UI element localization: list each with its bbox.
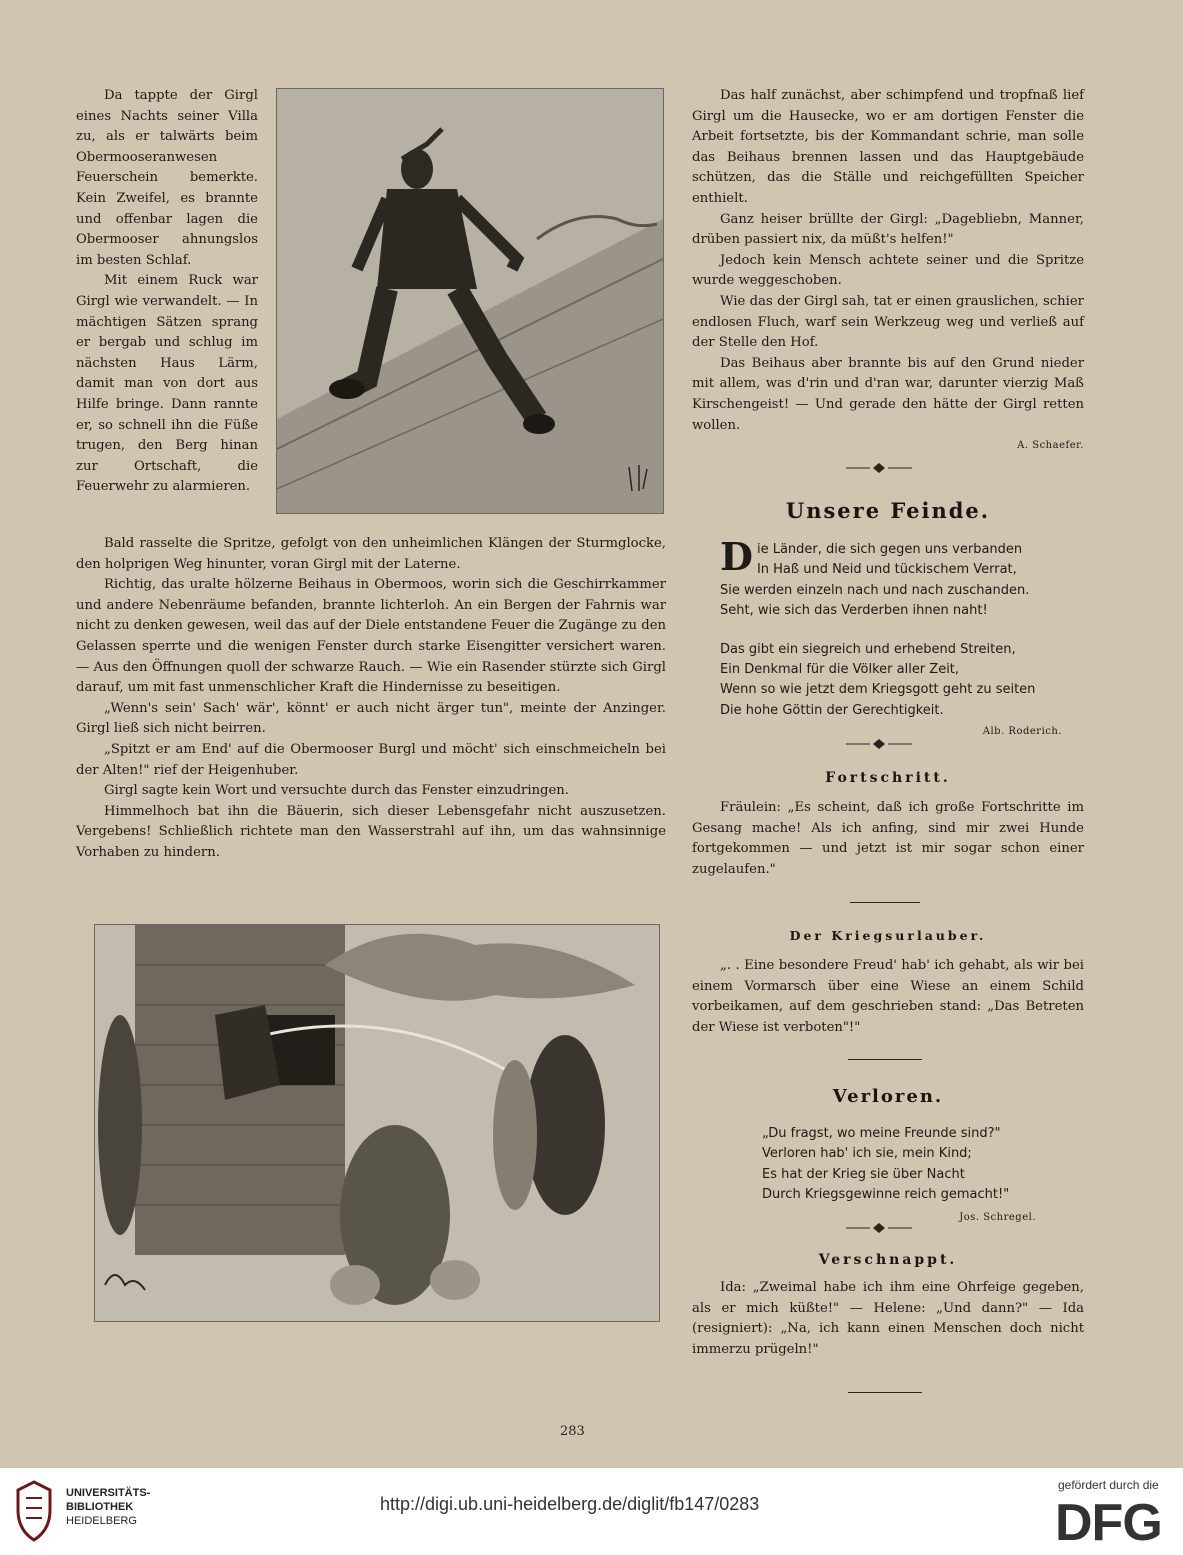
right-story-text: [692, 86, 1084, 457]
poem-line: Ein Denkmal für die Völker aller Zeit,: [720, 662, 960, 678]
fire-scene-drawing: [95, 925, 659, 1321]
divider-rule: [850, 902, 920, 903]
joke-title-fortschritt: Fortschritt.: [825, 770, 951, 786]
paragraph: „Wenn's sein' Sach' wär', könnt' er auch nicht ärger tun", meinte der Anzinger. Girgl ließ sich nicht beirren.: [76, 700, 666, 737]
joke-title-verschnappt: Verschnappt.: [818, 1252, 958, 1268]
joke-text: Ida: „Zweimal habe ich ihm eine Ohrfeige gegeben, als er mich küßte!" — Helene: „Und dann?" — Ida (resigniert): „Na, ich kann einen Menschen doch nicht immerzu prügeln!": [692, 1280, 1084, 1357]
divider-rule: [848, 1392, 922, 1393]
paragraph: Richtig, das uralte hölzerne Beihaus in Obermoos, worin sich die Geschirrkammer und andere Nebenräume befanden, brannte lichterloh. An ein Bergen der Fahrnis war nicht zu denken gewesen, weil das auf der Diele entstandene Feuer die Zugänge zu den Gelassen sperrte und die wenigen Fenster durch starke Eisengitter versichert waren. — Aus den Öffnungen quoll der schwarze Rauch. — Wie ein Rasender stürzte sich Girgl darauf, um mit fast unmenschlicher Kraft die Hindernisse zu beseitigen.: [76, 577, 666, 696]
paragraph: Girgl sagte kein Wort und versuchte durch das Fenster einzudringen.: [104, 783, 569, 799]
page-number: 283: [560, 1424, 585, 1439]
poem-line: „Du fragst, wo meine Freunde sind?": [762, 1126, 1001, 1141]
ornament-divider: [846, 738, 912, 750]
poem-line: In Haß und Neid und tückischem Verrat,: [756, 562, 1017, 578]
poem-line: Seht, wie sich das Verderben ihnen naht!: [720, 603, 988, 619]
poem-verloren: [762, 1124, 1082, 1206]
joke-kriegsurlauber: [692, 956, 1084, 1038]
poem-line: Durch Kriegsgewinne reich gemacht!": [762, 1187, 1010, 1203]
paragraph: Wie das der Girgl sah, tat er einen grauslichen, schier endlosen Fluch, warf sein Werkzeug weg und verließ auf der Stelle den Hof.: [692, 293, 1084, 351]
illustration-fire-scene: [94, 924, 660, 1322]
ornament-divider: [846, 1222, 912, 1234]
illustration-running-man: [276, 88, 664, 514]
dfg-logo: DFG: [1055, 1494, 1162, 1552]
poem-line: ie Länder, die sich gegen uns verbanden: [756, 542, 1023, 557]
dropcap: D: [720, 534, 753, 579]
left-full-text: [76, 534, 666, 864]
poem-author: Alb. Roderich.: [982, 726, 1062, 737]
paragraph: „Spitzt er am End' auf die Obermooser Burgl und möcht' sich einschmeicheln bei der Alten!" rief der Heigenhuber.: [76, 741, 666, 778]
poem-line: Verloren hab' ich sie, mein Kind;: [762, 1146, 972, 1162]
left-wrap-text: [76, 86, 258, 498]
running-man-drawing: [277, 89, 663, 513]
joke-text: Fräulein: „Es scheint, daß ich große Fortschritte im Gesang mache! Als ich anfing, sind mir zwei Hunde fortgekommen — und jetzt ist mir sogar schon einer zugelaufen.": [692, 800, 1084, 877]
library-name-line2: BIBLIOTHEK: [66, 1501, 134, 1513]
paragraph: Jedoch kein Mensch achtete seiner und die Spritze wurde weggeschoben.: [692, 252, 1084, 289]
story-author: A. Schaefer.: [1017, 440, 1084, 452]
paragraph: Da tappte der Girgl eines Nachts seiner Villa zu, als er talwärts beim Obermooseranwesen Feuerschein bemerkte. Kein Zweifel, es brannte und offenbar lagen die Obermooser ahnungslos im besten Schlaf.: [76, 88, 258, 268]
poem-line: Die hohe Göttin der Gerechtigkeit.: [720, 702, 944, 718]
poem-author: Jos. Schregel.: [959, 1212, 1036, 1223]
poem-title-unsere-feinde: Unsere Feinde.: [785, 498, 991, 523]
paragraph: Bald rasselte die Spritze, gefolgt von den unheimlichen Klängen der Sturmglocke, den holprigen Weg hinunter, voran Girgl mit der Laterne.: [76, 536, 666, 572]
university-seal-icon: [10, 1480, 58, 1542]
paragraph: Das half zunächst, aber schimpfend und tropfnaß lief Girgl um die Hausecke, wo er am dortigen Fenster die Arbeit fortsetzte, bis der Kommandant schrie, man solle das Beihaus brennen lassen und das Hauptgebäude schützen, das die Ställe und reichgefüllten Speicher enthielt.: [692, 88, 1084, 206]
ornament-divider: [846, 462, 912, 474]
joke-title-kriegsurlauber: Der Kriegsurlauber.: [789, 928, 987, 943]
funded-by-label: gefördert durch die: [1058, 1478, 1159, 1492]
library-name-line1: UNIVERSITÄTS-: [66, 1487, 151, 1499]
joke-text: „. . Eine besondere Freud' hab' ich gehabt, als wir bei einem Vormarsch über eine Wiese an einem Schild vorbeikamen, auf dem geschrieben stand: „Das Betreten der Wiese ist verboten"!": [692, 958, 1084, 1035]
poem-unsere-feinde: [720, 534, 1080, 721]
joke-fortschritt: [692, 798, 1084, 880]
divider-rule: [848, 1059, 922, 1060]
library-name-line3: HEIDELBERG: [66, 1515, 137, 1527]
source-url-link[interactable]: http://digi.ub.uni-heidelberg.de/diglit/fb147/0283: [380, 1494, 760, 1514]
poem-line: Sie werden einzeln nach und nach zuschanden.: [720, 582, 1030, 598]
joke-verschnappt: [692, 1278, 1084, 1360]
poem-title-verloren: Verloren.: [832, 1086, 944, 1107]
poem-line: Es hat der Krieg sie über Nacht: [762, 1166, 965, 1182]
paragraph: Himmelhoch bat ihn die Bäuerin, sich dieser Lebensgefahr nicht auszusetzen. Vergebens! Schließlich richtete man den Wasserstrahl auf ihn, um das wahnsinnige Vorhaben zu hindern.: [76, 803, 666, 860]
paragraph: Das Beihaus aber brannte bis auf den Grund nieder mit allem, was d'rin und d'ran war, darunter vierzig Maß Kirschengeist! — Und gerade den hätte der Girgl retten wollen.: [692, 355, 1084, 433]
paragraph: Ganz heiser brüllte der Girgl: „Dagebliebn, Manner, drüben passiert nix, da müßt's helfen!": [692, 211, 1084, 248]
poem-line: Das gibt ein siegreich und erhebend Streiten,: [720, 641, 1016, 657]
poem-line: Wenn so wie jetzt dem Kriegsgott geht zu seiten: [720, 682, 1036, 698]
paragraph: Mit einem Ruck war Girgl wie verwandelt. — In mächtigen Sätzen sprang er bergab und schlug im nächsten Haus Lärm, damit man von dort aus Hilfe bringe. Dann rannte er, so schnell ihn die Füße trugen, den Berg hinan zur Ortschaft, die Feuerwehr zu alarmieren.: [76, 273, 258, 495]
